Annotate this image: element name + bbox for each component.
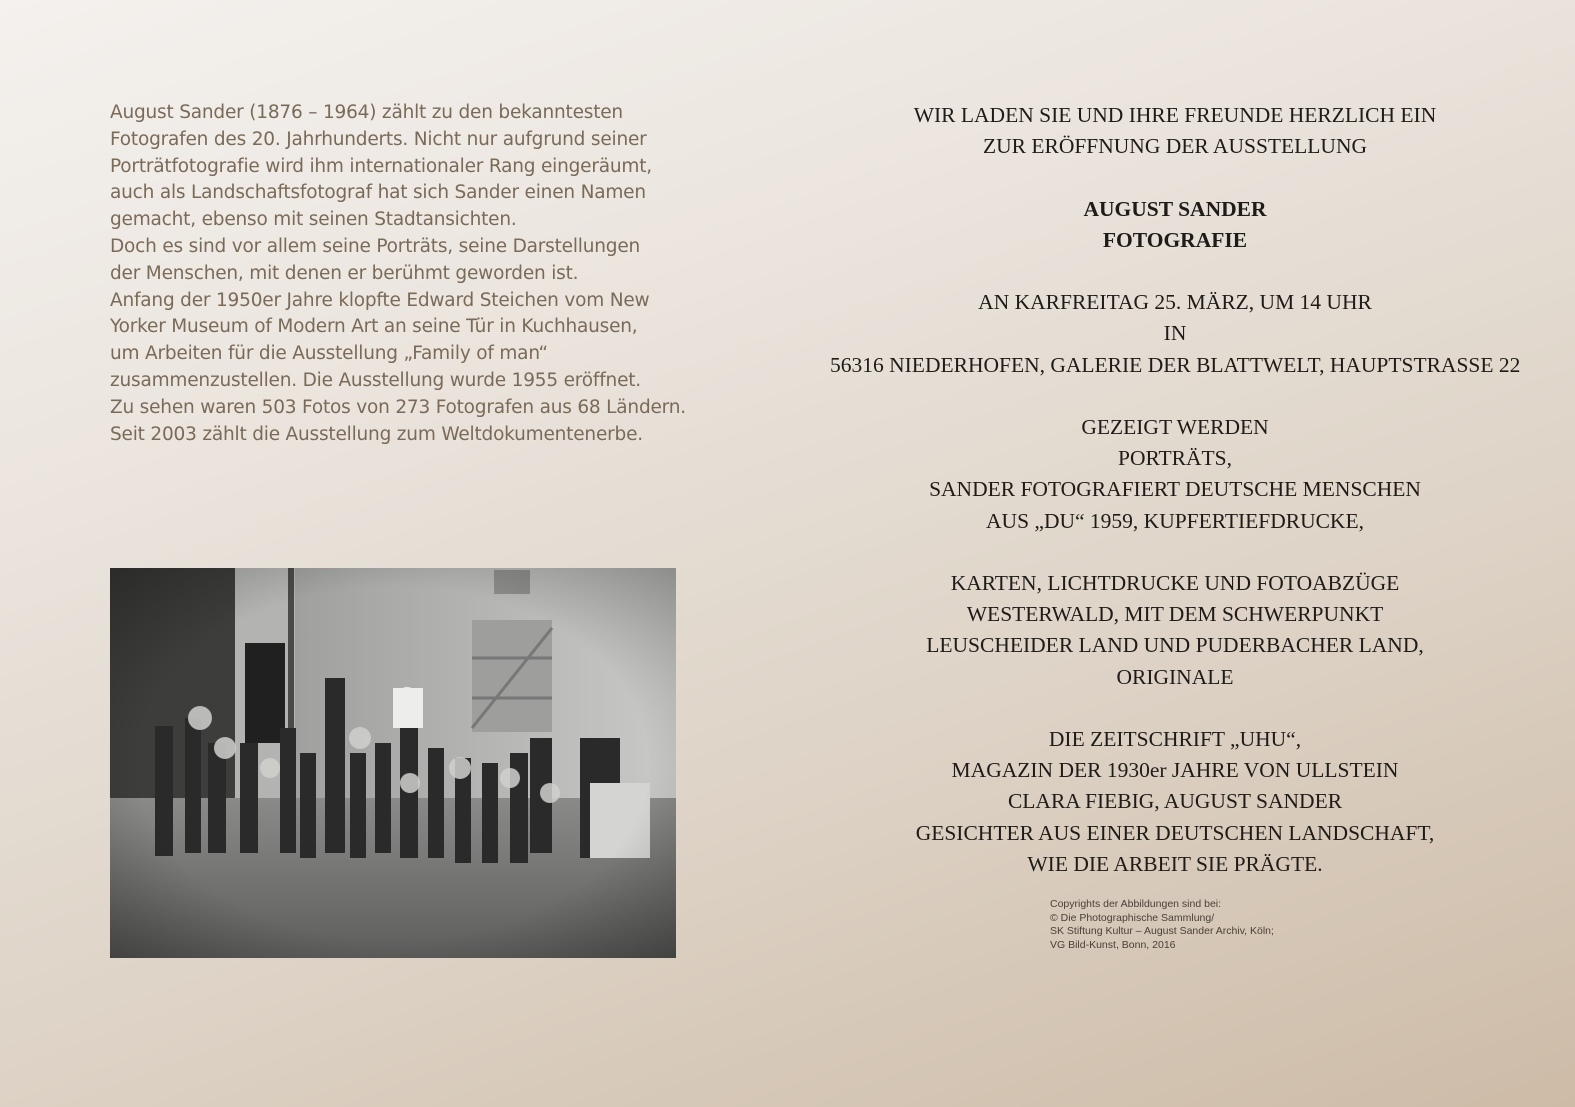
cards-line: KARTEN, LICHTDRUCKE UND FOTOABZÜGE <box>950 570 1400 595</box>
invitation-line: ZUR ERÖFFNUNG DER AUSSTELLUNG <box>982 134 1368 159</box>
shown-line: GEZEIGT WERDEN <box>1081 414 1269 439</box>
magazine-line: DIE ZEITSCHRIFT „UHU“, <box>1048 726 1302 751</box>
copyright-line: VG Bild-Kunst, Bonn, 2016 <box>1050 938 1176 951</box>
event-date: AN KARFREITAG 25. MÄRZ, UM 14 UHR <box>978 290 1372 315</box>
intro-line: der Menschen, mit denen er berühmt geworden ist. <box>110 262 579 284</box>
intro-text <box>110 100 710 448</box>
exhibition-title: AUGUST SANDER <box>1083 196 1267 221</box>
magazine-line: GESICHTER AUS EINER DEUTSCHEN LANDSCHAFT, <box>915 820 1435 845</box>
copyright-line: Copyrights der Abbildungen sind bei: <box>1050 898 1222 910</box>
copyright-line: SK Stiftung Kultur – August Sander Archiv, Köln; <box>1050 925 1274 937</box>
cards-line: WESTERWALD, MIT DEM SCHWERPUNKT <box>966 602 1384 627</box>
intro-line: Seit 2003 zählt die Ausstellung zum Weltdokumentenerbe. <box>110 423 643 445</box>
invitation-text <box>830 100 1520 880</box>
intro-line: gemacht, ebenso mit seinen Stadtansichten. <box>110 209 517 231</box>
historic-photo <box>110 568 676 958</box>
cards-line: LEUSCHEIDER LAND UND PUDERBACHER LAND, <box>926 633 1424 658</box>
intro-line: Yorker Museum of Modern Art an seine Tür in Kuchhausen, <box>110 316 638 338</box>
exhibition-subtitle: FOTOGRAFIE <box>1102 227 1248 252</box>
intro-line: um Arbeiten für die Ausstellung „Family of man“ <box>110 343 548 365</box>
shown-line: SANDER FOTOGRAFIERT DEUTSCHE MENSCHEN <box>929 477 1421 502</box>
shown-line: PORTRÄTS, <box>1118 446 1232 471</box>
intro-line: Doch es sind vor allem seine Porträts, seine Darstellungen <box>110 235 641 257</box>
intro-line: Porträtfotografie wird ihm internationaler Rang eingeräumt, <box>110 155 652 177</box>
invitation-line: WIR LADEN SIE UND IHRE FREUNDE HERZLICH EIN <box>913 103 1437 127</box>
event-address: 56316 NIEDERHOFEN, GALERIE DER BLATTWELT, HAUPTSTRASSE 22 <box>830 352 1521 377</box>
intro-line: auch als Landschaftsfotograf hat sich Sander einen Namen <box>110 182 646 204</box>
magazine-line: CLARA FIEBIG, AUGUST SANDER <box>1007 789 1343 814</box>
intro-line: Zu sehen waren 503 Fotos von 273 Fotografen aus 68 Ländern. <box>110 396 686 418</box>
copyright-line: © Die Photographische Sammlung/ <box>1050 911 1215 924</box>
shown-line: AUS „DU“ 1959, KUPFERTIEFDRUCKE, <box>986 508 1364 533</box>
magazine-line: WIE DIE ARBEIT SIE PRÄGTE. <box>1027 851 1323 876</box>
magazine-line: MAGAZIN DER 1930er JAHRE VON ULLSTEIN <box>951 758 1399 783</box>
cards-line: ORIGINALE <box>1116 664 1234 689</box>
intro-line: Anfang der 1950er Jahre klopfte Edward Steichen vom New <box>110 289 650 311</box>
intro-line: August Sander (1876 – 1964) zählt zu den bekanntesten <box>110 102 623 123</box>
intro-line: zusammenzustellen. Die Ausstellung wurde 1955 eröffnet. <box>110 369 641 391</box>
intro-line: Fotografen des 20. Jahrhunderts. Nicht nur aufgrund seiner <box>110 128 647 150</box>
copyright-note <box>1050 898 1370 952</box>
event-in: IN <box>1163 321 1187 346</box>
